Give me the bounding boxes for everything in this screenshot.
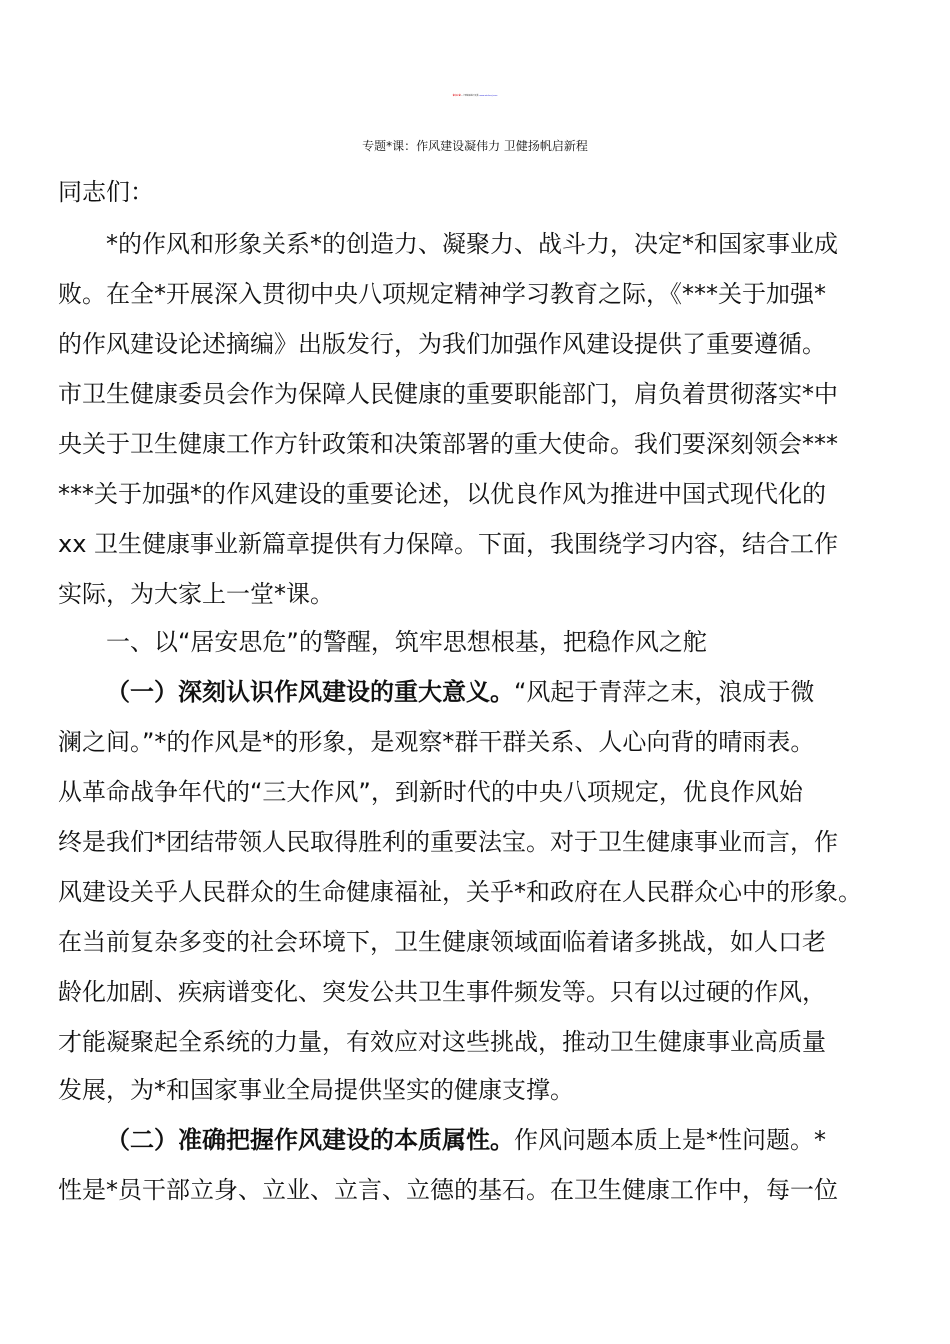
- paragraph-line: 从革命战争年代的“三大作风”，到新时代的中央八项规定，优良作风始: [58, 778, 803, 806]
- paragraph-line: 风建设关乎人民群众的生命健康福祉，关乎*和政府在人民群众心中的形象。: [58, 878, 862, 906]
- paragraph-line: 龄化加剧、疾病谱变化、突发公共卫生事件频发等。只有以过硬的作风，: [58, 978, 826, 1006]
- subsection-heading-1: （一）深刻认识作风建设的重大意义。: [106, 678, 514, 706]
- document-title: 专题*课：作风建设凝伟力 卫健扬帆启新程: [362, 139, 588, 153]
- section-heading-1: 一、以“居安思危”的警醒，筑牢思想根基，把稳作风之舵: [106, 628, 707, 656]
- subsection-line: [106, 1124, 826, 1156]
- paragraph-line: 央关于卫生健康工作方针政策和决策部署的重大使命。我们要深刻领会***: [58, 430, 838, 458]
- paragraph-line: 在当前复杂多变的社会环境下，卫生健康领域面临着诸多挑战，如人口老: [58, 928, 826, 956]
- paragraph-line: ***关于加强*的作风建设的重要论述，以优良作风为推进中国式现代化的: [58, 480, 826, 508]
- subsection-heading-2: （二）准确把握作风建设的本质属性。: [106, 1126, 514, 1154]
- paragraph-line: 才能凝聚起全系统的力量，有效应对这些挑战，推动卫生健康事业高质量: [58, 1028, 826, 1056]
- paragraph-line: 发展，为*和国家事业全局提供坚实的健康支撑。: [58, 1076, 574, 1104]
- paragraph-text: 作风问题本质上是*性问题。*: [514, 1126, 826, 1154]
- paragraph-line: 市卫生健康委员会作为保障人民健康的重要职能部门，肩负着贯彻落实*中: [58, 380, 838, 408]
- brand-name: 秘书之家: [452, 95, 461, 97]
- paragraph-text: “风起于青萍之末，浪成于微: [514, 678, 815, 706]
- subsection-line: [106, 676, 814, 708]
- paragraph-line: *的作风和形象关系*的创造力、凝聚力、战斗力，决定*和国家事业成: [106, 230, 838, 258]
- paragraph-line: 终是我们*团结带领人民取得胜利的重要法宝。对于卫生健康事业而言，作: [58, 828, 838, 856]
- site-url-link[interactable]: www.mishuzj.com: [479, 95, 498, 97]
- paragraph-line: 败。在全*开展深入贯彻中央八项规定精神学习教育之际，《***关于加强*: [58, 280, 826, 308]
- salutation: 同志们：: [58, 178, 154, 206]
- paragraph-line: 澜之间。”*的作风是*的形象，是观察*群干群关系、人心向背的晴雨表。: [58, 728, 815, 756]
- site-tagline: —全网资源每日更新: [460, 95, 480, 97]
- paragraph-line: 实际，为大家上一堂*课。: [58, 580, 334, 608]
- paragraph-line: 的作风建设论述摘编》出版发行，为我们加强作风建设提供了重要遵循。: [58, 330, 826, 358]
- paragraph-line: 性是*员干部立身、立业、立言、立德的基石。在卫生健康工作中，每一位: [58, 1176, 838, 1204]
- paragraph-line: xx 卫生健康事业新篇章提供有力保障。下面，我围绕学习内容，结合工作: [58, 530, 839, 558]
- site-header: [0, 80, 950, 112]
